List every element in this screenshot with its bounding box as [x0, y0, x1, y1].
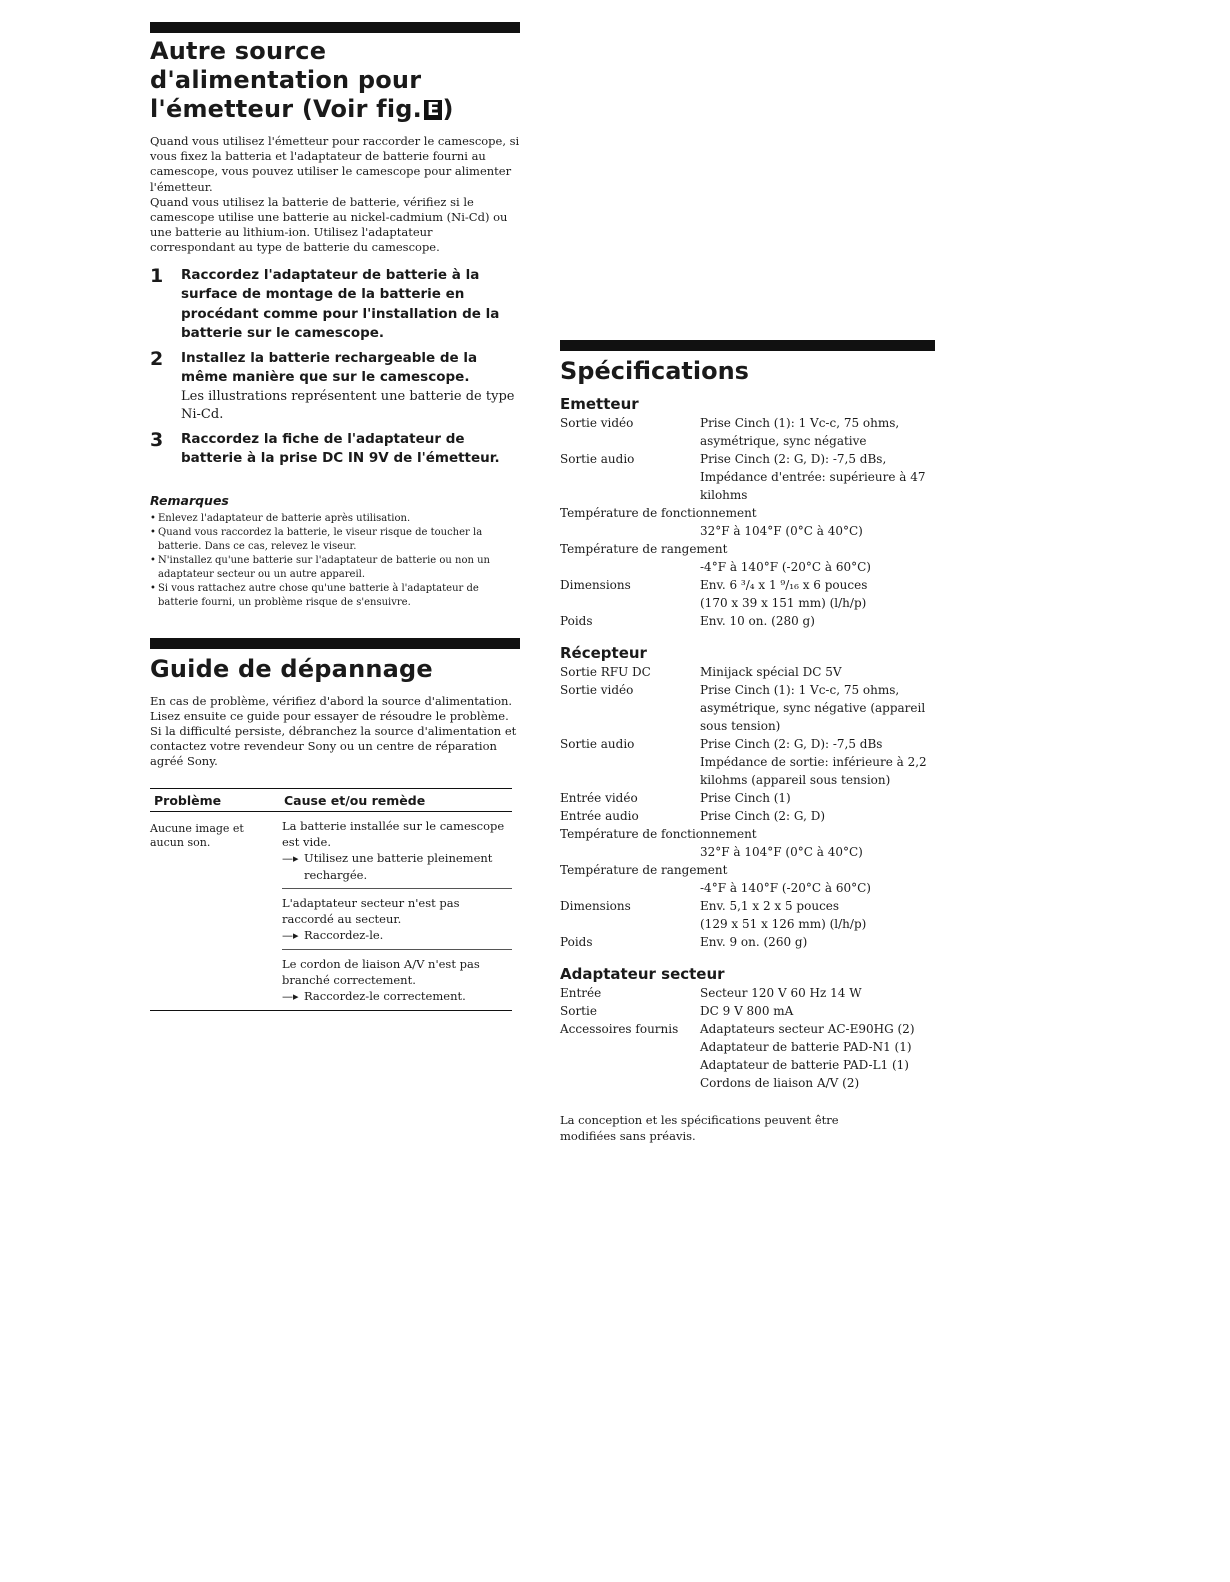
step-item	[150, 349, 520, 425]
steps-list	[150, 266, 520, 469]
step-number: 3	[150, 428, 164, 451]
troubleshooting-intro: En cas de problème, vérifiez d'abord la source d'alimentation. Lisez ensuite ce guide pour essayer de résoudre le problème. Si la difficulté persiste, débranchez la source d'alimentation et contactez votre revendeur Sony ou un centre de réparation agréé Sony.	[150, 693, 517, 769]
spec-subtitle: Récepteur	[560, 644, 647, 662]
problem-cell: Aucune image et aucun son.	[150, 821, 244, 850]
arrow-right-icon: —▸	[282, 928, 299, 942]
cause-item: La batterie installée sur le camescope est vide. —▸ Utilisez une batterie pleinement rechargée.	[282, 812, 512, 889]
power-intro-p1: Quand vous utilisez l'émetteur pour raccorder le camescope, si vous fixez la batteria et l'adaptateur de batterie fourni au camescope, vous pouvez utiliser le camescope pour alimenter l'émetteur.	[150, 134, 520, 194]
step-text: Raccordez l'adaptateur de batterie à la surface de montage de la batterie en procédant comme pour l'installation de la batterie sur le camescope.	[181, 266, 500, 342]
figure-ref-badge: E	[424, 100, 443, 120]
section-bar	[560, 340, 935, 351]
section-bar	[150, 638, 520, 649]
specs-footnote: La conception et les spécifications peuvent être modifiées sans préavis.	[560, 1113, 839, 1143]
spec-subtitle: Emetteur	[560, 395, 639, 413]
section-bar	[150, 22, 520, 33]
step-number: 2	[150, 347, 164, 370]
arrow-right-icon: —▸	[282, 989, 299, 1003]
spec-adaptateur: Adaptateur secteur Entrée Secteur 120 V 60 Hz 14 W Sortie DC 9 V 800 mA Accessoires fournis Adaptateurs secteur AC-E90HG (2) Adaptateur de batterie PAD-N1 (1) Adaptateur de batterie PAD-L1 (1) Cordons de liaison A/V (2)	[560, 965, 935, 1092]
step-text: Raccordez la fiche de l'adaptateur de batterie à la prise DC IN 9V de l'émetteur.	[181, 430, 500, 467]
remark-item: • Si vous rattachez autre chose qu'une batterie à l'adaptateur de batterie fourni, un problème risque de s'ensuivre.	[150, 582, 520, 610]
left-column	[150, 22, 520, 1011]
step-item	[150, 266, 520, 344]
col-problem-header: Problème	[154, 792, 222, 808]
spec-emetteur: Emetteur Sortie vidéo Prise Cinch (1): 1 Vc-c, 75 ohms, asymétrique, sync négative Sortie audio Prise Cinch (2: G, D): -7,5 dBs, Impédance d'entrée: supérieure à 47 kilohms Température de fonctionnement 32°F à 104°F (0°C à 40°C) Température de rangement -4°F à 140°F (-20°C à 60°C) Dimensions Env. 6 ³/₄ x 1 ⁹/₁₆ x 6 pouces (170 x 39 x 151 mm) (l/h/p) Poids Env. 10 on. (280 g)	[560, 395, 935, 630]
remark-item: • Enlevez l'adaptateur de batterie après utilisation.	[150, 512, 520, 526]
specs-title: Spécifications	[560, 357, 749, 385]
table-row	[150, 812, 512, 1011]
troubleshooting-title: Guide de dépannage	[150, 654, 433, 683]
arrow-right-icon: —▸	[282, 851, 299, 865]
step-text: Installez la batterie rechargeable de la même manière que sur le camescope.	[181, 349, 478, 386]
power-intro-p2: Quand vous utilisez la batterie de batterie, vérifiez si le camescope utilise une batterie au nickel-cadmium (Ni-Cd) ou une batterie au lithium-ion. Utilisez l'adaptateur correspondant au type de batterie du camescope.	[150, 194, 508, 255]
cause-item: Le cordon de liaison A/V n'est pas branché correctement. —▸ Raccordez-le correctement.	[282, 956, 480, 1003]
spec-subtitle: Adaptateur secteur	[560, 965, 725, 983]
remarks-list	[150, 512, 520, 610]
cause-item: L'adaptateur secteur n'est pas raccordé au secteur. —▸ Raccordez-le.	[282, 889, 512, 950]
troubleshooting-table	[150, 788, 512, 1011]
remarks-title: Remarques	[150, 492, 229, 508]
step-note: Les illustrations représentent une batterie de type Ni-Cd.	[181, 388, 515, 423]
table-header	[150, 789, 512, 812]
spec-recepteur: Récepteur Sortie RFU DC Minijack spécial DC 5V Sortie vidéo Prise Cinch (1): 1 Vc-c, 75 ohms, asymétrique, sync négative (appareil sous tension) Sortie audio Prise Cinch (2: G, D): -7,5 dBs Impédance de sortie: inférieure à 2,2 kilohms (appareil sous tension) Entrée vidéo Prise Cinch (1) Entrée audio Prise Cinch (2: G, D) Température de fonctionnement 32°F à 104°F (0°C à 40°C) Température de rangement -4°F à 140°F (-20°C à 60°C) Dimensions Env. 5,1 x 2 x 5 pouces (129 x 51 x 126 mm) (l/h/p) Poids Env. 9 on. (260 g)	[560, 644, 935, 951]
remark-item: • Quand vous raccordez la batterie, le viseur risque de toucher la batterie. Dans ce cas, relevez le viseur.	[150, 526, 520, 554]
step-item	[150, 430, 520, 469]
col-cause-header: Cause et/ou remède	[284, 792, 426, 808]
remark-item: • N'installez qu'une batterie sur l'adaptateur de batterie ou non un adaptateur secteur ou un autre appareil.	[150, 554, 520, 582]
step-number: 1	[150, 264, 164, 287]
right-column	[560, 340, 935, 1144]
cause-cell	[282, 812, 512, 1010]
power-section-title: Autre source d'alimentation pour l'émetteur (Voir fig. E )	[150, 37, 454, 123]
